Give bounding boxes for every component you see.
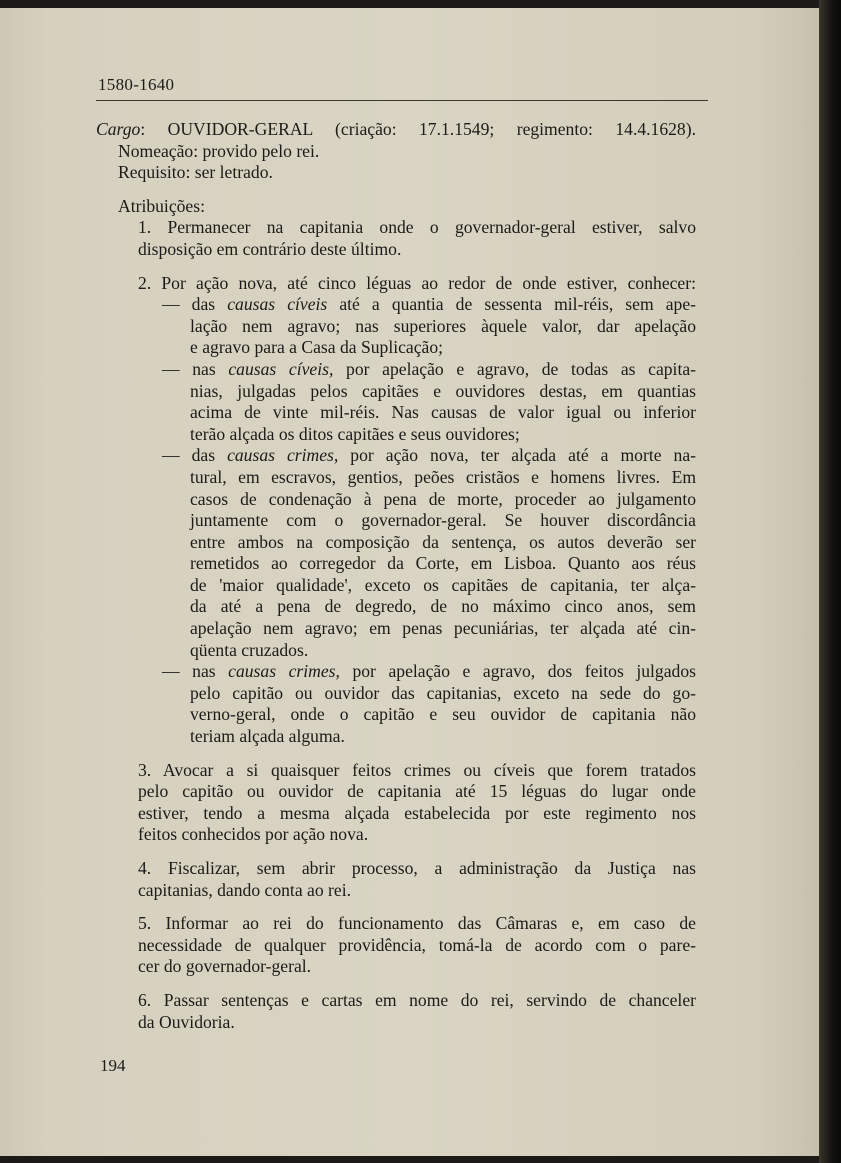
cargo-line	[96, 119, 696, 141]
dash-item-line: remetidos ao corregedor da Corte, em Lisboa. Quanto aos réus	[190, 553, 696, 574]
item-2-intro: 2. Por ação nova, até cinco léguas ao redor de onde estiver, conhecer:	[138, 272, 696, 293]
item-3-line: 3. Avocar a si quaisquer feitos crimes ou cíveis que forem tratados	[138, 759, 696, 780]
dash-item-line: lação nem agravo; nas superiores àquele valor, dar apelação	[190, 315, 696, 336]
item-6-line: da Ouvidoria.	[138, 1011, 235, 1032]
item-4-line: capitanias, dando conta ao rei.	[138, 879, 351, 900]
dash-item-line: — nas causas cíveis, por apelação e agravo, de todas as capita-	[162, 358, 697, 379]
item-1-line: 1. Permanecer na capitania onde o governador-geral estiver, salvo	[138, 217, 696, 238]
requisito-line: Requisito: ser letrado.	[118, 162, 273, 183]
running-header: 1580-1640	[98, 75, 175, 94]
dash-item-line: terão alçada os ditos capitães e seus ouvidores;	[190, 423, 520, 444]
dash-item-line: pelo capitão ou ouvidor das capitanias, exceto na sede do go-	[190, 682, 696, 703]
dash-item-line: juntamente com o governador-geral. Se houver discordância	[190, 510, 696, 531]
dash-item-line: — nas causas crimes, por apelação e agravo, dos feitos julgados	[162, 661, 696, 682]
dash-item-line: entre ambos na composição da sentença, os autos deverão ser	[190, 531, 696, 552]
item-6	[96, 990, 696, 1033]
dash-item-line: e agravo para a Casa da Suplicação;	[190, 337, 444, 358]
dash-item-line: apelação nem agravo; em penas pecuniárias, ter alçada até cin-	[190, 618, 696, 639]
atribuicoes-heading: Atribuições:	[118, 195, 205, 216]
dash-item-line: teriam alçada alguma.	[190, 726, 345, 747]
item-4	[96, 858, 696, 901]
dash-item-line: de 'maior qualidade', exceto os capitães de capitania, ter alça-	[190, 574, 696, 595]
item-5	[96, 913, 696, 978]
item-1	[96, 217, 696, 260]
header-rule	[96, 100, 708, 101]
item-3-line: estiver, tendo a mesma alçada estabelecida por este regimento nos	[138, 802, 696, 823]
item-3	[96, 760, 696, 846]
item-4-line: 4. Fiscalizar, sem abrir processo, a administração da Justiça nas	[138, 858, 696, 878]
item-2	[96, 273, 696, 748]
dash-item-line: acima de vinte mil-réis. Nas causas de valor igual ou inferior	[190, 402, 696, 423]
cargo-label: Cargo	[96, 119, 141, 139]
item-3-line: pelo capitão ou ouvidor de capitania até 15 léguas do lugar onde	[138, 781, 696, 802]
dash-item-line: — das causas crimes, por ação nova, ter alçada até a morte na-	[162, 445, 696, 466]
book-page	[0, 8, 822, 1156]
item-6-line: 6. Passar sentenças e cartas em nome do rei, servindo de chanceler	[138, 989, 696, 1010]
item-5-line: necessidade de qualquer providência, tomá-la de acordo com o pare-	[138, 934, 696, 955]
dash-item-line: verno-geral, onde o capitão e seu ouvidor de capitania não	[190, 704, 696, 725]
page-number: 194	[100, 1056, 126, 1075]
dash-item-line: qüenta cruzados.	[190, 639, 309, 660]
item-5-line: cer do governador-geral.	[138, 956, 312, 977]
dash-item-line: tural, em escravos, gentios, peões cristãos e homens livres. Em	[190, 466, 696, 487]
binding-shadow	[819, 0, 841, 1163]
page-body	[96, 119, 696, 1033]
dash-item-line: — das causas cíveis até a quantia de sessenta mil-réis, sem ape-	[162, 294, 697, 315]
dash-item-line: da até a pena de degredo, de no máximo cinco anos, sem	[190, 596, 696, 617]
dash-item-line: nias, julgadas pelos capitães e ouvidores destas, em quantias	[190, 380, 696, 401]
nomeacao-line: Nomeação: provido pelo rei.	[118, 140, 320, 161]
item-1-line: disposição em contrário deste último.	[138, 238, 402, 259]
cargo-text: : OUVIDOR-GERAL (criação: 17.1.1549; regimento: 14.4.1628).	[140, 119, 696, 139]
item-5-line: 5. Informar ao rei do funcionamento das Câmaras e, em caso de	[138, 913, 696, 934]
dash-item-line: casos de condenação à pena de morte, proceder ao julgamento	[190, 488, 696, 509]
item-3-line: feitos conhecidos por ação nova.	[138, 824, 369, 845]
